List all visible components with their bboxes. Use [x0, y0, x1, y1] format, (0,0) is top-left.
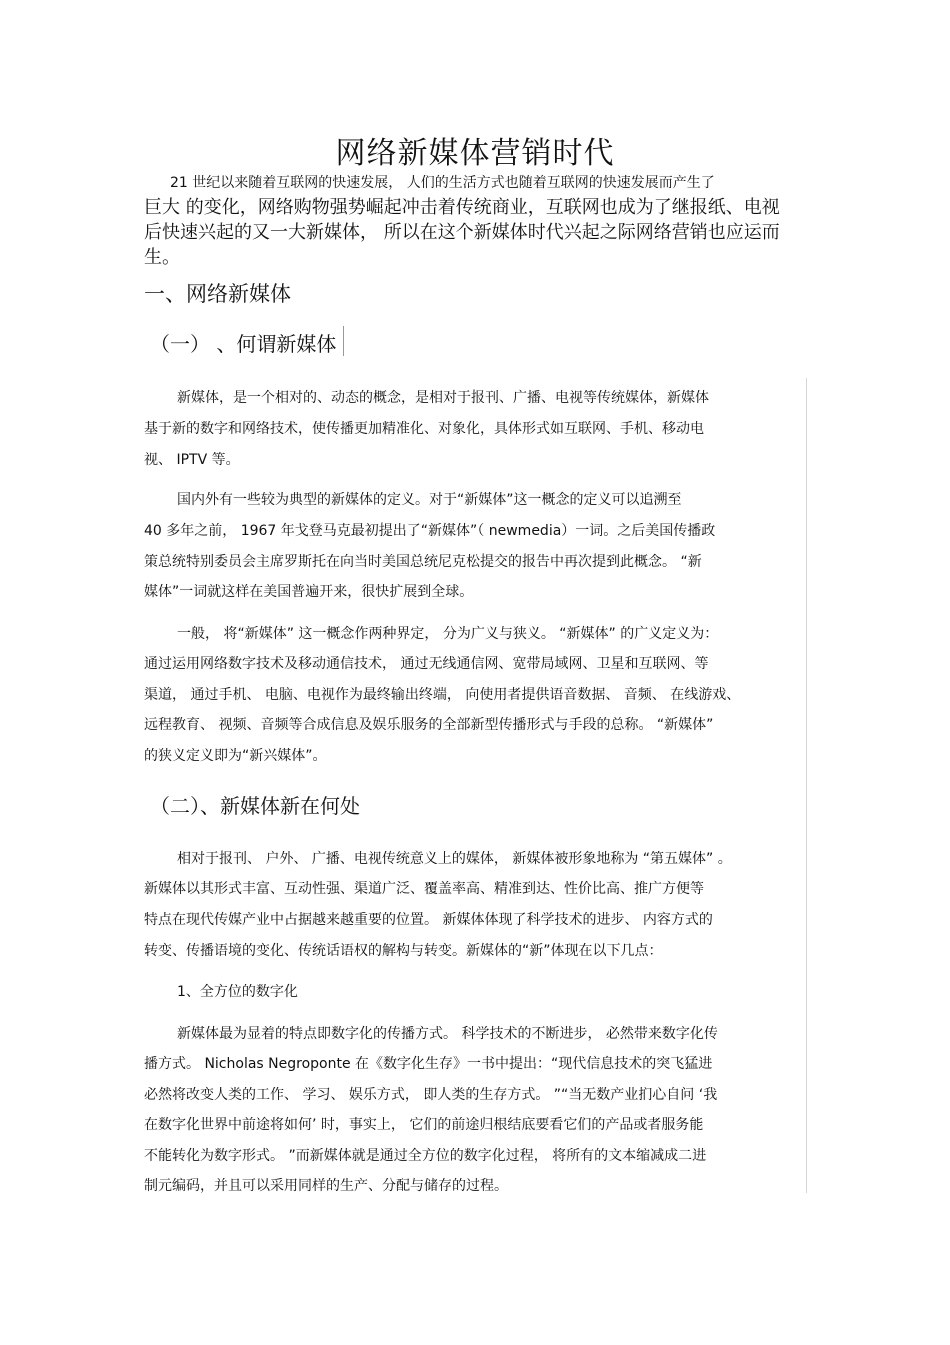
intro-line-3: 后快速兴起的又一大新媒体， 所以在这个新媒体时代兴起之际网络营销也应运而 — [144, 222, 780, 243]
paragraph-line: 必然将改变人类的工作、 学习、 娱乐方式， 即人类的生存方式。 ”“当无数产业扪心自问 ‘我 — [144, 1087, 718, 1103]
paragraph-line: 40 多年之前， 1967 年戈登马克最初提出了“新媒体”（ newmedia）一词。之后美国传播政 — [144, 523, 716, 539]
paragraph-line: 策总统特别委员会主席罗斯托在向当时美国总统尼克松提交的报告中再次提到此概念。 “新 — [144, 554, 702, 570]
heading-divider — [343, 326, 344, 356]
subsection-heading-2: （二）、新媒体新在何处 — [150, 794, 360, 818]
paragraph-line: 新媒体，是一个相对的、动态的概念，是相对于报刊、广播、电视等传统媒体，新媒体 — [177, 390, 709, 406]
section-heading-1: 一、网络新媒体 — [144, 282, 291, 306]
intro-line-4: 生。 — [144, 247, 180, 268]
list-item-heading: 1、全方位的数字化 — [177, 984, 298, 1000]
paragraph-line: 媒体”一词就这样在美国普遍开来，很快扩展到全球。 — [144, 584, 474, 600]
paragraph-line: 新媒体最为显着的特点即数字化的传播方式。 科学技术的不断进步， 必然带来数字化传 — [177, 1026, 718, 1042]
paragraph-line: 特点在现代传媒产业中占据越来越重要的位置。 新媒体体现了科学技术的进步、 内容方式的 — [144, 912, 713, 928]
paragraph-line: 在数字化世界中前途将如何’ 时，事实上， 它们的前途归根结底要看它们的产品或者服务能 — [144, 1117, 704, 1133]
document-title: 网络新媒体营销时代 — [335, 136, 615, 171]
paragraph-line: 基于新的数字和网络技术，使传播更加精准化、对象化，具体形式如互联网、手机、移动电 — [144, 421, 704, 437]
right-margin-rule — [806, 378, 807, 1193]
paragraph-line: 转变、传播语境的变化、传统话语权的解构与转变。新媒体的“新”体现在以下几点： — [144, 943, 663, 959]
paragraph-line: 制元编码，并且可以采用同样的生产、分配与储存的过程。 — [144, 1178, 508, 1194]
paragraph-line: 通过运用网络数字技术及移动通信技术， 通过无线通信网、宽带局域网、卫星和互联网、等 — [144, 656, 709, 672]
paragraph-line: 国内外有一些较为典型的新媒体的定义。对于“新媒体”这一概念的定义可以追溯至 — [177, 492, 682, 508]
paragraph-line: 一般， 将“新媒体” 这一概念作两种界定， 分为广义与狭义。 “新媒体” 的广义定义为： — [177, 626, 719, 642]
paragraph-line: 不能转化为数字形式。 ”而新媒体就是通过全方位的数字化过程， 将所有的文本缩减成二进 — [144, 1148, 707, 1164]
paragraph-line: 新媒体以其形式丰富、互动性强、渠道广泛、覆盖率高、精准到达、性价比高、推广方便等 — [144, 881, 704, 897]
subsection-heading-1: （一） 、何谓新媒体 — [150, 332, 337, 356]
paragraph-line: 播方式。 Nicholas Negroponte 在《数字化生存》一书中提出：“现代信息技术的突飞猛进 — [144, 1056, 713, 1072]
intro-line-2: 巨大 的变化，网络购物强势崛起冲击着传统商业，互联网也成为了继报纸、电视 — [144, 197, 780, 218]
paragraph-line: 远程教育、 视频、音频等合成信息及娱乐服务的全部新型传播形式与手段的总称。 “新媒体” — [144, 717, 714, 733]
intro-line-1: 21 世纪以来随着互联网的快速发展， 人们的生活方式也随着互联网的快速发展而产生了 — [170, 175, 715, 191]
paragraph-line: 相对于报刊、 户外、 广播、电视传统意义上的媒体， 新媒体被形象地称为 “第五媒体” 。 — [177, 851, 732, 867]
paragraph-line: 的狭义定义即为“新兴媒体”。 — [144, 748, 327, 764]
paragraph-line: 渠道， 通过手机、 电脑、电视作为最终输出终端， 向使用者提供语音数据、 音频、 在线游戏、 — [144, 687, 741, 703]
paragraph-line: 视、 IPTV 等。 — [144, 452, 240, 468]
